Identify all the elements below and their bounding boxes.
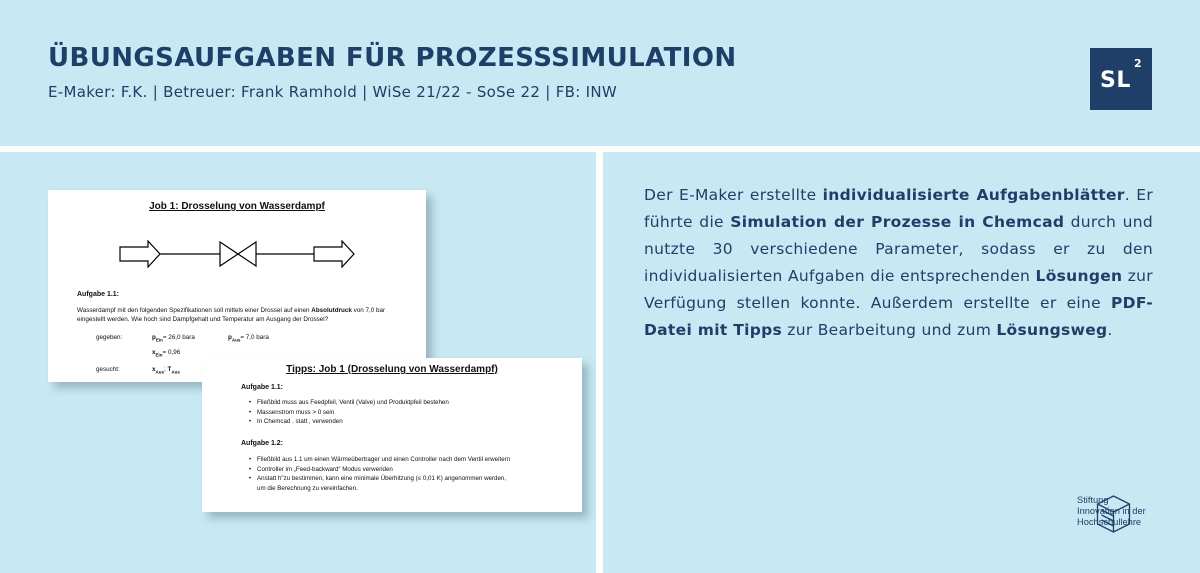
given-label: gegeben: bbox=[96, 334, 123, 341]
job-task-label: Aufgabe 1.1: bbox=[77, 291, 120, 298]
tips-section1-list bbox=[249, 398, 449, 427]
job-sheet-image bbox=[48, 190, 426, 382]
sl2-logo bbox=[1090, 48, 1152, 110]
bullet-icon: • bbox=[249, 418, 252, 425]
logo-text: SL bbox=[1100, 68, 1131, 93]
product-arrow-icon bbox=[314, 241, 354, 267]
sought-label: gesucht: bbox=[96, 366, 120, 373]
footer-line-2: Innovation in der bbox=[1077, 506, 1146, 516]
tip-item: • In Chemcad . statt , verwenden bbox=[249, 418, 343, 425]
logo-superscript: 2 bbox=[1134, 57, 1142, 70]
bullet-icon: • bbox=[249, 456, 252, 463]
tip-item: • Massenstrom muss > 0 sein bbox=[249, 408, 335, 416]
tips-section1-label: Aufgabe 1.1: bbox=[241, 384, 284, 391]
p-in-value: $p_{Ein}= 26,0$ bara bbox=[152, 334, 195, 343]
page-title: ÜBUNGSAUFGABEN FÜR PROZESSSIMULATION bbox=[48, 43, 737, 73]
p-out-value: $p_{Aus}= 7,0$ bara bbox=[228, 334, 269, 343]
footer-line-1: Stiftung bbox=[1077, 495, 1109, 505]
tips-sheet-title: Tipps: Job 1 (Drosselung von Wasserdampf) bbox=[286, 364, 498, 375]
tips-section2-label: Aufgabe 1.2: bbox=[241, 440, 284, 447]
tip-item: • Fließbild aus 1.1 um einen Wärmeübertrager und einen Controller nach dem Ventil erweitern bbox=[249, 456, 511, 463]
tip-item: • Anstatt h"zu bestimmen, kann eine minimale Überhitzung (≤ 0,01 K) angenommen werden, bbox=[249, 475, 507, 482]
tips-section2-list bbox=[249, 455, 511, 493]
bullet-icon: • bbox=[249, 399, 252, 406]
flowsheet-diagram bbox=[118, 240, 358, 268]
tips-sheet-image bbox=[202, 358, 582, 512]
job-task-text: Wasserdampf mit den folgenden Spezifikationen soll mittels einer Drossel auf einen Absolutdruck von 7,0 bar eingestellt werden. Wie hoch sind Dampfgehalt und Temperatur am Ausgang der Drossel? bbox=[77, 307, 386, 323]
job-sheet-title: Job 1: Drosselung von Wasserdampf bbox=[149, 201, 325, 212]
bullet-icon: • bbox=[249, 408, 252, 416]
description-text: Der E-Maker erstellte individualisierte Aufgabenblätter. Er führte die Simulation der Prozesse in Chemcad durch und nutzte 30 verschiedene Parameter, sodass er zu den individualisierten Aufgaben die entsprechenden Lösungen zur Verfügung stellen konnte. Außerdem erstellte er eine PDF-Datei mit Tipps zur Bearbeitung und zum Lösungsweg. bbox=[644, 186, 1153, 339]
x-in-value: $x_{Ein}= 0,96$ bbox=[152, 349, 181, 358]
bullet-icon: • bbox=[249, 475, 252, 482]
tip-item: um die Berechnung zu vereinfachen. bbox=[257, 484, 358, 492]
feed-arrow-icon bbox=[120, 241, 160, 267]
stiftung-logo-text bbox=[1077, 495, 1146, 528]
footer-line-3: Hochschullehre bbox=[1077, 517, 1142, 527]
tip-item: • Fließbild muss aus Feedpfeil, Ventil (Valve) und Produktpfeil bestehen bbox=[249, 399, 449, 406]
header-panel bbox=[0, 0, 1200, 146]
tip-item: • Controller im „Feed-backward“ Modus verwenden bbox=[249, 465, 393, 473]
page-subtitle: E-Maker: F.K. | Betreuer: Frank Ramhold | WiSe 21/22 - SoSe 22 | FB: INW bbox=[48, 83, 618, 101]
valve-icon bbox=[220, 242, 238, 266]
bullet-icon: • bbox=[249, 465, 252, 473]
sought-values: $x_{Aus}$; $T_{Aus}$ bbox=[152, 366, 180, 375]
